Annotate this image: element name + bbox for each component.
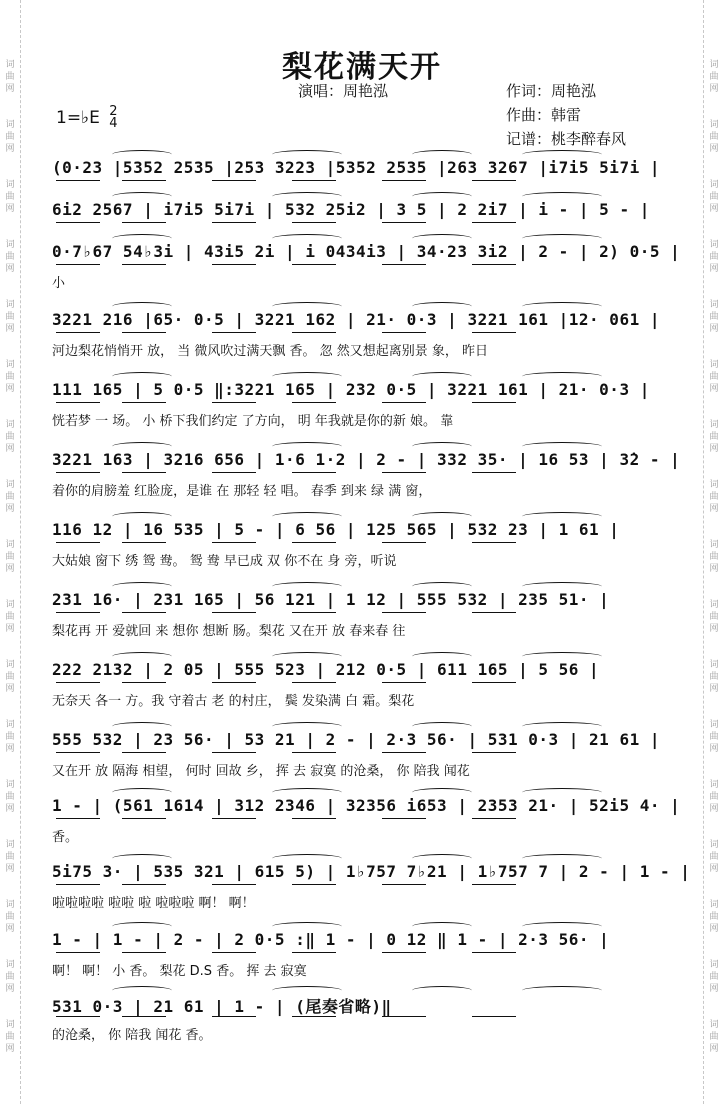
watermark-glyph: 网 [709,864,719,874]
jianpu-notes: 1 - | 1 - | 2 - | 2 0·5 :‖ 1 - | 0 12 ‖ 1 - | 2·3 56· | [52,930,610,949]
beam-underline [212,818,256,819]
time-sig-bottom: 4 [109,116,118,131]
beam-underline [472,952,516,953]
watermark-glyph: 词 [5,960,15,970]
slur-mark [272,512,342,521]
slur-mark [412,234,472,243]
jianpu-notes: 1 - | (561 1614 | 312 2346 | 32356 i653 | 2353 21· | 52i5 4· | [52,796,681,815]
beam-underline [472,612,516,613]
watermark-glyph: 词 [709,300,719,310]
watermark-glyph: 曲 [709,372,719,382]
beam-underline [472,264,516,265]
watermark-glyph: 网 [5,924,15,934]
beam-underline [292,1016,336,1017]
beam-underline [122,612,166,613]
beam-underline [212,752,256,753]
jianpu-notes: (0·23 |5352 2535 |253 3223 |5352 2535 |263 3267 |i7i5 5i7i | [52,158,660,177]
watermark-glyph: 曲 [5,492,15,502]
beam-underline [56,264,100,265]
watermark-glyph: 曲 [709,732,719,742]
beam-underline [382,222,426,223]
score-row [52,862,691,922]
watermark-glyph: 网 [709,984,719,994]
watermark-glyph: 词 [5,360,15,370]
slur-mark [112,234,172,243]
slur-mark [112,922,172,931]
watermark-glyph: 曲 [5,132,15,142]
watermark-glyph: 曲 [5,912,15,922]
score-row [52,660,674,720]
beam-underline [382,402,426,403]
watermark-glyph: 词 [709,780,719,790]
slur-mark [412,922,472,931]
watermark-glyph: 曲 [5,1032,15,1042]
watermark-glyph: 网 [5,624,15,634]
beam-underline [382,264,426,265]
beam-underline [122,264,166,265]
beam-underline [122,818,166,819]
jianpu-notes: 6i2 2567 | i7i5 5i7i | 532 25i2 | 3 5 | 2 2i7 | i - | 5 - | [52,200,650,219]
slur-mark [272,922,342,931]
watermark-glyph: 网 [709,444,719,454]
beam-underline [56,682,100,683]
beam-underline [382,952,426,953]
watermark-glyph: 词 [5,420,15,430]
slur-mark [272,234,342,243]
beam-underline [382,818,426,819]
watermark-glyph: 曲 [709,1032,719,1042]
slur-mark [522,512,602,521]
beam-underline [212,952,256,953]
slur-mark [112,302,172,311]
slur-mark [272,652,342,661]
score-row [52,520,674,580]
beam-underline [212,542,256,543]
slur-mark [112,192,172,201]
slur-mark [272,150,342,159]
beam-underline [472,752,516,753]
beam-underline [382,884,426,885]
watermark-glyph: 曲 [709,672,719,682]
slur-mark [412,722,472,731]
beam-underline [382,542,426,543]
watermark-glyph: 词 [5,840,15,850]
beam-underline [292,884,336,885]
beam-underline [292,612,336,613]
slur-mark [272,854,342,863]
watermark-glyph: 网 [709,384,719,394]
lyrics-line: 又在开 放 隔海 相望， 何时 回故 乡， 挥 去 寂寞 的沧桑， 你 陪我 闻花 [52,764,470,779]
slur-mark [112,372,172,381]
lyrics-line: 梨花再 开 爱就回 来 想你 想断 肠。梨花 又在开 放 春来春 往 [52,624,406,639]
beam-underline [472,222,516,223]
score-row [52,994,674,1054]
watermark-glyph: 曲 [709,132,719,142]
watermark-glyph: 曲 [709,432,719,442]
score-row [52,380,674,440]
watermark-glyph: 词 [709,660,719,670]
watermark-glyph: 曲 [709,552,719,562]
watermark-glyph: 词 [709,900,719,910]
lyrics-line: 小 [52,276,66,291]
beam-underline [382,332,426,333]
watermark-glyph: 曲 [5,792,15,802]
watermark-glyph: 网 [5,144,15,154]
watermark-glyph: 网 [5,1044,15,1054]
watermark-glyph: 网 [5,324,15,334]
slur-mark [412,512,472,521]
beam-underline [292,952,336,953]
watermark-glyph: 曲 [5,312,15,322]
slur-mark [412,442,472,451]
watermark-glyph: 曲 [5,72,15,82]
watermark-glyph: 词 [709,840,719,850]
watermark-glyph: 词 [709,480,719,490]
slur-mark [522,854,602,863]
watermark-glyph: 词 [709,120,719,130]
watermark-glyph: 曲 [5,192,15,202]
slur-mark [272,986,342,995]
slur-mark [112,150,172,159]
key-label: 1=♭E [56,108,100,128]
slur-mark [112,512,172,521]
watermark-glyph: 曲 [5,972,15,982]
beam-underline [122,884,166,885]
watermark-glyph: 网 [5,744,15,754]
score-row [52,242,681,302]
watermark-glyph: 网 [5,444,15,454]
watermark-glyph: 网 [709,504,719,514]
beam-underline [212,1016,256,1017]
beam-underline [292,542,336,543]
beam-underline [122,222,166,223]
watermark-glyph: 词 [709,240,719,250]
slur-mark [112,582,172,591]
jianpu-notes: 116 12 | 16 535 | 5 - | 6 56 | 125 565 | 532 23 | 1 61 | [52,520,620,539]
watermark-glyph: 网 [709,744,719,754]
score-row [52,450,681,510]
slur-mark [112,652,172,661]
beam-underline [122,472,166,473]
jianpu-notes: 3221 216 |65· 0·5 | 3221 162 | 21· 0·3 | 3221 161 |12· 061 | [52,310,660,329]
beam-underline [472,1016,516,1017]
watermark-glyph: 词 [709,1020,719,1030]
watermark-glyph: 曲 [5,612,15,622]
slur-mark [522,986,602,995]
watermark-glyph: 曲 [709,252,719,262]
beam-underline [292,682,336,683]
lyrics-line: 大姑娘 窗下 绣 鸳 鸯。 鸳 鸯 早已成 双 你不在 身 旁，听说 [52,554,397,569]
watermark-glyph: 曲 [709,972,719,982]
beam-underline [212,180,256,181]
beam-underline [212,402,256,403]
beam-underline [56,612,100,613]
watermark-glyph: 曲 [709,612,719,622]
time-sig-top: 2 [109,104,118,119]
slur-mark [522,442,602,451]
watermark-glyph: 词 [5,600,15,610]
beam-underline [122,1016,166,1017]
slur-mark [522,150,602,159]
watermark-glyph: 曲 [709,492,719,502]
slur-mark [522,652,602,661]
watermark-glyph: 网 [709,324,719,334]
watermark-glyph: 网 [5,264,15,274]
slur-mark [412,302,472,311]
watermark-glyph: 词 [5,120,15,130]
beam-underline [212,612,256,613]
beam-underline [382,180,426,181]
jianpu-notes: 555 532 | 23 56· | 53 21 | 2 - | 2·3 56· | 531 0·3 | 21 61 | [52,730,660,749]
watermark-glyph: 曲 [709,312,719,322]
watermark-glyph: 词 [709,60,719,70]
beam-underline [382,682,426,683]
watermark-glyph: 网 [5,804,15,814]
beam-underline [56,818,100,819]
beam-underline [382,472,426,473]
beam-underline [292,472,336,473]
beam-underline [212,222,256,223]
beam-underline [292,818,336,819]
slur-mark [522,582,602,591]
lyricist-credit: 作词：周艳泓 [506,82,597,100]
beam-underline [56,542,100,543]
watermark-glyph: 曲 [5,732,15,742]
slur-mark [522,234,602,243]
beam-underline [56,1016,100,1017]
slur-mark [522,922,602,931]
jianpu-notes: 0·7♭67 54♭3i | 43i5 2i | i 0434i3 | 34·23 3i2 | 2 - | 2) 0·5 | [52,242,681,261]
beam-underline [56,884,100,885]
beam-underline [56,402,100,403]
beam-underline [122,180,166,181]
beam-underline [472,180,516,181]
beam-underline [56,952,100,953]
watermark-glyph: 词 [5,240,15,250]
transcriber-credit: 记谱：桃李醉春风 [506,130,627,148]
slur-mark [112,442,172,451]
jianpu-notes: 231 16· | 231 165 | 56 121 | 1 12 | 555 532 | 235 51· | [52,590,610,609]
watermark-glyph: 词 [5,720,15,730]
beam-underline [472,818,516,819]
slur-mark [112,986,172,995]
slur-mark [412,652,472,661]
watermark-glyph: 词 [709,180,719,190]
watermark-glyph: 词 [5,780,15,790]
watermark-glyph: 词 [5,660,15,670]
watermark-glyph: 曲 [709,192,719,202]
watermark-glyph: 词 [5,900,15,910]
beam-underline [212,332,256,333]
jianpu-notes: 222 2132 | 2 05 | 555 523 | 212 0·5 | 611 165 | 5 56 | [52,660,600,679]
watermark-glyph: 曲 [5,252,15,262]
watermark-glyph: 网 [709,564,719,574]
watermark-glyph: 词 [709,540,719,550]
watermark-glyph: 曲 [709,792,719,802]
watermark-glyph: 网 [5,504,15,514]
lyrics-line: 河边梨花悄悄开 放， 当 微风吹过满天飘 香。 忽 然又想起离别景 象， 昨日 [52,344,489,359]
watermark-glyph: 曲 [5,372,15,382]
lyrics-line: 的沧桑， 你 陪我 闻花 香。 [52,1028,212,1043]
lyrics-line: 恍若梦 一 场。 小 桥下我们约定 了方向， 明 年我就是你的新 娘。 靠 [52,414,454,429]
score-row [52,930,674,990]
slur-mark [272,582,342,591]
beam-underline [122,952,166,953]
watermark-glyph: 曲 [5,672,15,682]
beam-underline [292,332,336,333]
slur-mark [112,788,172,797]
slur-mark [522,372,602,381]
watermark-glyph: 网 [709,144,719,154]
watermark-glyph: 词 [5,180,15,190]
slur-mark [272,722,342,731]
lyrics-line: 啊！ 啊！ 小 香。 梨花 D.S 香。 挥 去 寂寞 [52,964,307,979]
beam-underline [122,542,166,543]
slur-mark [412,150,472,159]
beam-underline [212,472,256,473]
beam-underline [472,884,516,885]
watermark-glyph: 网 [709,204,719,214]
beam-underline [472,542,516,543]
beam-underline [212,264,256,265]
watermark-glyph: 曲 [709,852,719,862]
watermark-glyph: 词 [709,360,719,370]
watermark-glyph: 网 [5,204,15,214]
slur-mark [412,372,472,381]
slur-mark [412,986,472,995]
beam-underline [212,884,256,885]
song-title: 梨花满天开 [282,50,442,85]
watermark-glyph: 网 [5,564,15,574]
watermark-glyph: 词 [5,60,15,70]
watermark-glyph: 词 [709,600,719,610]
slur-mark [272,372,342,381]
beam-underline [472,682,516,683]
watermark-glyph: 网 [5,84,15,94]
lyrics-line: 着你的肩膀羞 红脸庞，是谁 在 那轻 轻 唱。 春季 到来 绿 满 窗， [52,484,432,499]
watermark-glyph: 词 [709,720,719,730]
beam-underline [56,752,100,753]
watermark-glyph: 曲 [709,72,719,82]
slur-mark [522,192,602,201]
slur-mark [112,722,172,731]
beam-underline [382,612,426,613]
slur-mark [522,722,602,731]
beam-underline [292,402,336,403]
score-row [52,590,674,650]
watermark-glyph: 曲 [5,432,15,442]
slur-mark [412,788,472,797]
beam-underline [56,222,100,223]
watermark-glyph: 曲 [5,852,15,862]
slur-mark [272,442,342,451]
beam-underline [122,682,166,683]
beam-underline [472,332,516,333]
slur-mark [272,302,342,311]
watermark-glyph: 网 [5,384,15,394]
beam-underline [212,682,256,683]
beam-underline [56,472,100,473]
score-row [52,796,681,856]
beam-underline [122,752,166,753]
watermark-glyph: 词 [709,420,719,430]
watermark-glyph: 曲 [5,552,15,562]
lyrics-line: 香。 [52,830,79,845]
watermark-glyph: 网 [709,804,719,814]
score-row [52,310,674,370]
watermark-glyph: 词 [709,960,719,970]
watermark-glyph: 词 [5,300,15,310]
jianpu-notes: 3221 163 | 3216 656 | 1·6 1·2 | 2 - | 332 35· | 16 53 | 3̇2 - | [52,450,681,469]
watermark-glyph: 网 [709,684,719,694]
time-signature [109,106,117,130]
slur-mark [112,854,172,863]
watermark-glyph: 网 [709,624,719,634]
watermark-glyph: 词 [5,1020,15,1030]
watermark-glyph: 网 [709,1044,719,1054]
slur-mark [412,582,472,591]
watermark-glyph: 网 [5,864,15,874]
beam-underline [382,752,426,753]
watermark-glyph: 曲 [709,912,719,922]
beam-underline [472,472,516,473]
beam-underline [292,752,336,753]
jianpu-notes: 5i75 3· | 535 321 | 615 5) | 1♭757 7♭21 | 1♭757 7 | 2 - | 1 - | [52,862,691,881]
score-row [52,730,674,790]
singer-credit: 演唱：周艳泓 [298,82,389,100]
beam-underline [292,222,336,223]
beam-underline [472,402,516,403]
beam-underline [382,1016,426,1017]
watermark-glyph: 网 [5,984,15,994]
slur-mark [272,788,342,797]
slur-mark [412,854,472,863]
lyrics-line: 无奈天 各一 方。我 守着古 老 的村庄， 鬓 发染满 白 霜。梨花 [52,694,415,709]
watermark-glyph: 词 [5,480,15,490]
composer-credit: 作曲：韩雷 [506,106,582,124]
beam-underline [56,332,100,333]
slur-mark [412,192,472,201]
key-signature [56,106,118,130]
jianpu-notes: 111 165 | 5 0·5 ‖:3221 165 | 232 0·5 | 3221 161 | 21· 0·3 | [52,380,650,399]
slur-mark [522,788,602,797]
beam-underline [56,180,100,181]
beam-underline [122,402,166,403]
jianpu-notes: 531 0·3 | 21 61 | 1 - | (尾奏省略)‖ [52,997,392,1016]
slur-mark [272,192,342,201]
watermark-glyph: 网 [709,924,719,934]
beam-underline [122,332,166,333]
beam-underline [292,264,336,265]
watermark-glyph: 网 [709,84,719,94]
lyrics-line: 啦啦啦啦 啦啦 啦 啦啦啦 啊！ 啊！ [52,896,255,911]
watermark-glyph: 网 [709,264,719,274]
watermark-glyph: 网 [5,684,15,694]
beam-underline [292,180,336,181]
slur-mark [522,302,602,311]
watermark-glyph: 词 [5,540,15,550]
